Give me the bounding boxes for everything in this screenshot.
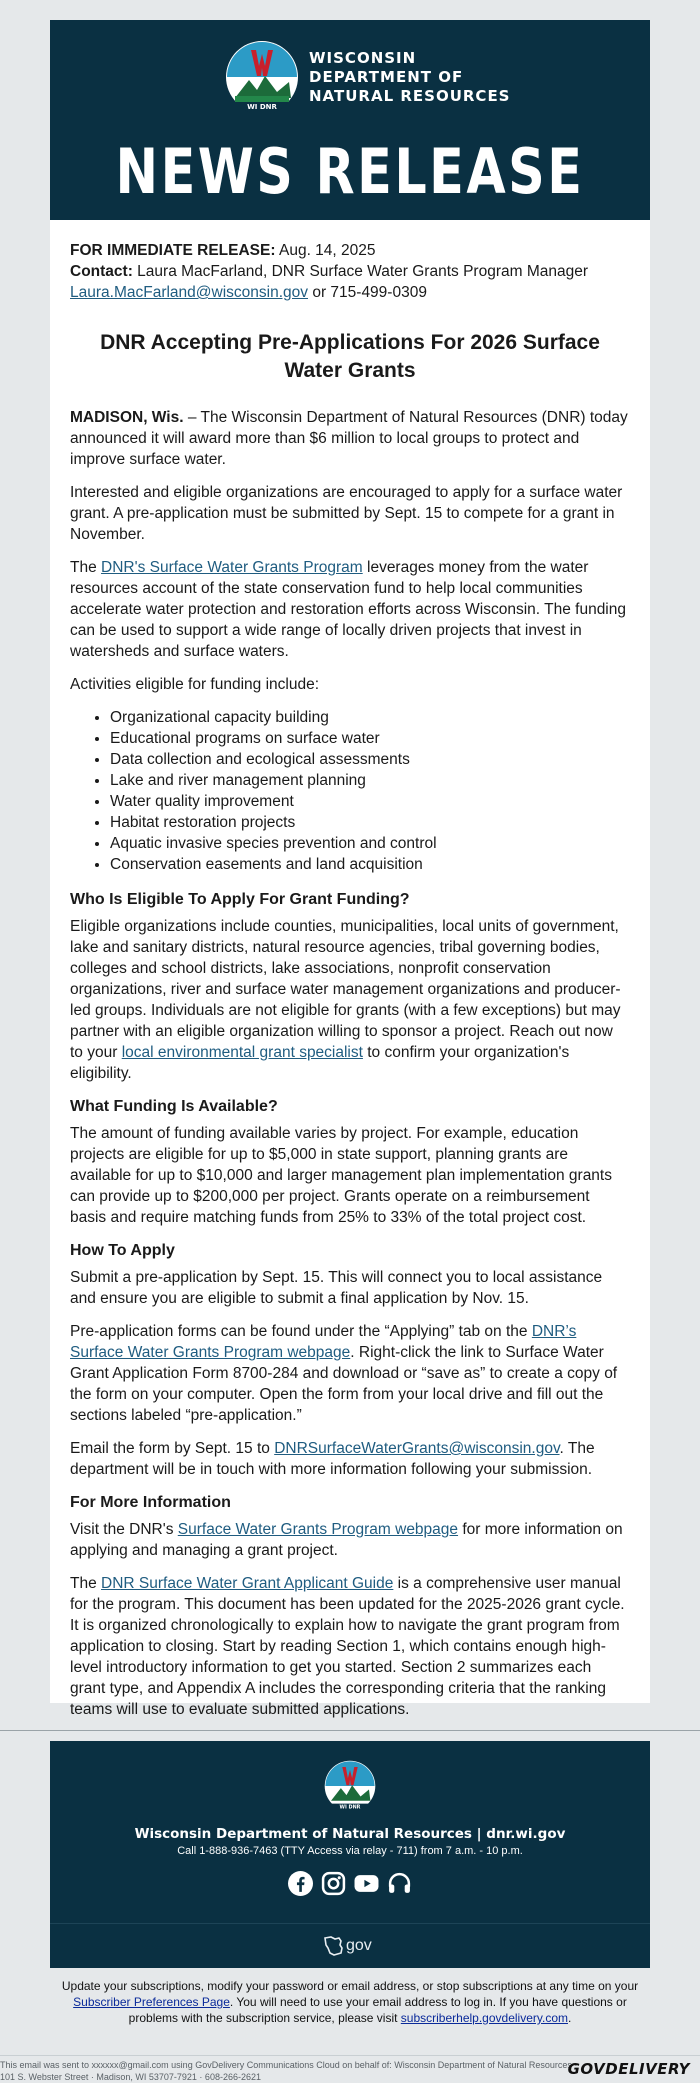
contact-line: Contact: Laura MacFarland, DNR Surface Water Grants Program Manager bbox=[70, 263, 588, 280]
more-info-paragraph-1: Visit the DNR's Surface Water Grants Program webpage for more information on applying and managing a grant project. bbox=[70, 1521, 623, 1559]
paragraph-3: The DNR's Surface Water Grants Program leverages money from the water resources account of the state conservation fund to help local communities accelerate water protection and restoration efforts across Wisconsin. The funding can be used to support a wide range of locally driven projects that invest in watersheds and surface waters. bbox=[70, 559, 626, 660]
social-links bbox=[50, 1871, 650, 1896]
news-release-headline: NEWS RELEASE bbox=[115, 135, 585, 208]
program-webpage-link[interactable]: DNR’s Surface Water Grants Program webpage bbox=[70, 1323, 577, 1361]
newsletter-card bbox=[50, 20, 650, 1718]
apply-paragraph-3: Email the form by Sept. 15 to DNRSurfaceWaterGrants@wisconsin.gov. The department will be in touch with more information following your submission. bbox=[70, 1440, 595, 1478]
list-item: • Organizational capacity building bbox=[110, 707, 630, 728]
footer-phone: Call 1-888-936-7463 (TTY Access via relay - 711) from 7 a.m. - 10 p.m. bbox=[177, 1845, 523, 1857]
grants-email-link[interactable]: DNRSurfaceWaterGrants@wisconsin.gov bbox=[274, 1440, 560, 1457]
agency-name: WISCONSIN DEPARTMENT OF NATURAL RESOURCES bbox=[309, 48, 511, 105]
grant-specialist-link[interactable]: local environmental grant specialist bbox=[121, 1044, 363, 1061]
subscriber-help-link[interactable]: subscriberhelp.govdelivery.com bbox=[400, 2011, 568, 2025]
footer-title[interactable]: Wisconsin Department of Natural Resources | dnr.wi.gov bbox=[134, 1826, 566, 1842]
funding-heading: What Funding Is Available? bbox=[70, 1098, 278, 1115]
apply-heading: How To Apply bbox=[70, 1242, 175, 1259]
eligible-paragraph: Eligible organizations include counties, municipalities, local units of government, lake and sanitary districts, natural resource agencies, tribal governing bodies, colleges and school districts, lake associations, nonprofit conservation organizations, river and surface water management organizations and producer-led groups. Individuals are not eligible for grants (with a few exceptions) but may partner with an eligible organization willing to sponsor a project. Reach out now to your local environmental grant specialist to confirm your organization's eligibility. bbox=[70, 918, 621, 1082]
header-banner bbox=[50, 20, 650, 220]
list-item: • Lake and river management planning bbox=[110, 770, 630, 791]
podcast-icon[interactable] bbox=[387, 1871, 412, 1896]
govdelivery-logo[interactable]: GOVDELIVERY bbox=[567, 2060, 690, 2078]
wi-dnr-logo-icon bbox=[225, 40, 299, 114]
wi-dnr-footer-logo-icon[interactable] bbox=[324, 1760, 376, 1812]
bottom-divider bbox=[0, 2055, 700, 2056]
more-info-paragraph-2: The DNR Surface Water Grant Applicant Guide is a comprehensive user manual for the program. This document has been updated for the 2025-2026 grant cycle. It is organized chronologically to explain how to navigate the grant program from application to closing. Start by reading Section 1, which contains enough high-level introductory information to get you started. Section 2 summarizes each grant type, and Appendix A includes the corresponding criteria that the ranking teams will use to evaluate submitted applications. bbox=[70, 1575, 625, 1718]
section-divider bbox=[0, 1730, 700, 1731]
svg-text:WI DNR: WI DNR bbox=[247, 103, 277, 111]
program-link[interactable]: DNR's Surface Water Grants Program bbox=[101, 559, 363, 576]
contact-email-line: Laura.MacFarland@wisconsin.gov or 715-499-0309 bbox=[70, 284, 427, 301]
contact-email-link[interactable]: Laura.MacFarland@wisconsin.gov bbox=[70, 284, 309, 301]
sent-to-notice: This email was sent to xxxxxx@gmail.com using GovDelivery Communications Cloud on behalf of: Wisconsin Department of Natural Resources · 101 S. Webster Street · Madison, WI 53707-7921 · 608-266-2621 bbox=[0, 2060, 578, 2082]
apply-paragraph-1: Submit a pre-application by Sept. 15. This will connect you to local assistance and ensure you are eligible to submit a final application by Nov. 15. bbox=[70, 1269, 603, 1307]
svg-text:WI DNR: WI DNR bbox=[339, 1804, 361, 1811]
release-body bbox=[50, 220, 650, 1720]
list-item: • Educational programs on surface water bbox=[110, 728, 630, 749]
agency-logo-row[interactable] bbox=[225, 40, 511, 114]
footer-divider bbox=[50, 1923, 650, 1924]
list-item: • Data collection and ecological assessments bbox=[110, 749, 630, 770]
release-date-line: FOR IMMEDIATE RELEASE: Aug. 14, 2025 bbox=[70, 242, 376, 259]
facebook-icon[interactable] bbox=[288, 1871, 313, 1896]
applicant-guide-link[interactable]: DNR Surface Water Grant Applicant Guide bbox=[101, 1575, 394, 1592]
list-item: • Habitat restoration projects bbox=[110, 812, 630, 833]
youtube-icon[interactable] bbox=[354, 1871, 379, 1896]
eligible-heading: Who Is Eligible To Apply For Grant Funding? bbox=[70, 891, 410, 908]
subscriber-preferences-link[interactable]: Subscriber Preferences Page bbox=[73, 1995, 230, 2009]
apply-paragraph-2: Pre-application forms can be found under the “Applying” tab on the DNR’s Surface Water Grants Program webpage. Right-click the link to Surface Water Grant Application Form 8700-284 and download or “save as” to create a copy of the form on your computer. Open the form from your local drive and fill out the sections labeled “pre-application.” bbox=[70, 1323, 618, 1424]
paragraph-2: Interested and eligible organizations are encouraged to apply for a surface water grant. A pre-application must be submitted by Sept. 15 to compete for a grant in November. bbox=[70, 484, 623, 543]
footer-banner bbox=[50, 1741, 650, 1968]
list-item: • Water quality improvement bbox=[110, 791, 630, 812]
list-item: • Aquatic invasive species prevention and control bbox=[110, 833, 630, 854]
wisconsin-state-icon bbox=[322, 1934, 346, 1958]
program-webpage-link-2[interactable]: Surface Water Grants Program webpage bbox=[177, 1521, 459, 1538]
funding-paragraph: The amount of funding available varies by project. For example, education projects are eligible for up to $5,000 in state support, planning grants are available for up to $10,000 and larger management plan implementation grants can provide up to $200,000 per project. Grants operate on a reimbursement basis and require matching funds from 25% to 33% of the total project cost. bbox=[70, 1125, 612, 1226]
list-item: • Conservation easements and land acquisition bbox=[110, 854, 630, 875]
article-title: DNR Accepting Pre-Applications For 2026 Surface Water Grants bbox=[100, 331, 600, 382]
subscription-notice: Update your subscriptions, modify your password or email address, or stop subscriptions at any time on your Subscriber Preferences Page. You will need to use your email address to log in. If you have questions or problems with the subscription service, please visit subscriberhelp.govdelivery.com. bbox=[61, 1979, 639, 2025]
more-info-heading: For More Information bbox=[70, 1494, 231, 1511]
activities-intro: Activities eligible for funding include: bbox=[70, 676, 319, 693]
wi-gov-logo[interactable]: gov bbox=[322, 1934, 372, 1958]
instagram-icon[interactable] bbox=[321, 1871, 346, 1896]
activities-list bbox=[70, 707, 630, 875]
intro-paragraph: MADISON, Wis. – The Wisconsin Department of Natural Resources (DNR) today announced it will award more than $6 million to local groups to protect and improve surface water. bbox=[70, 409, 628, 468]
